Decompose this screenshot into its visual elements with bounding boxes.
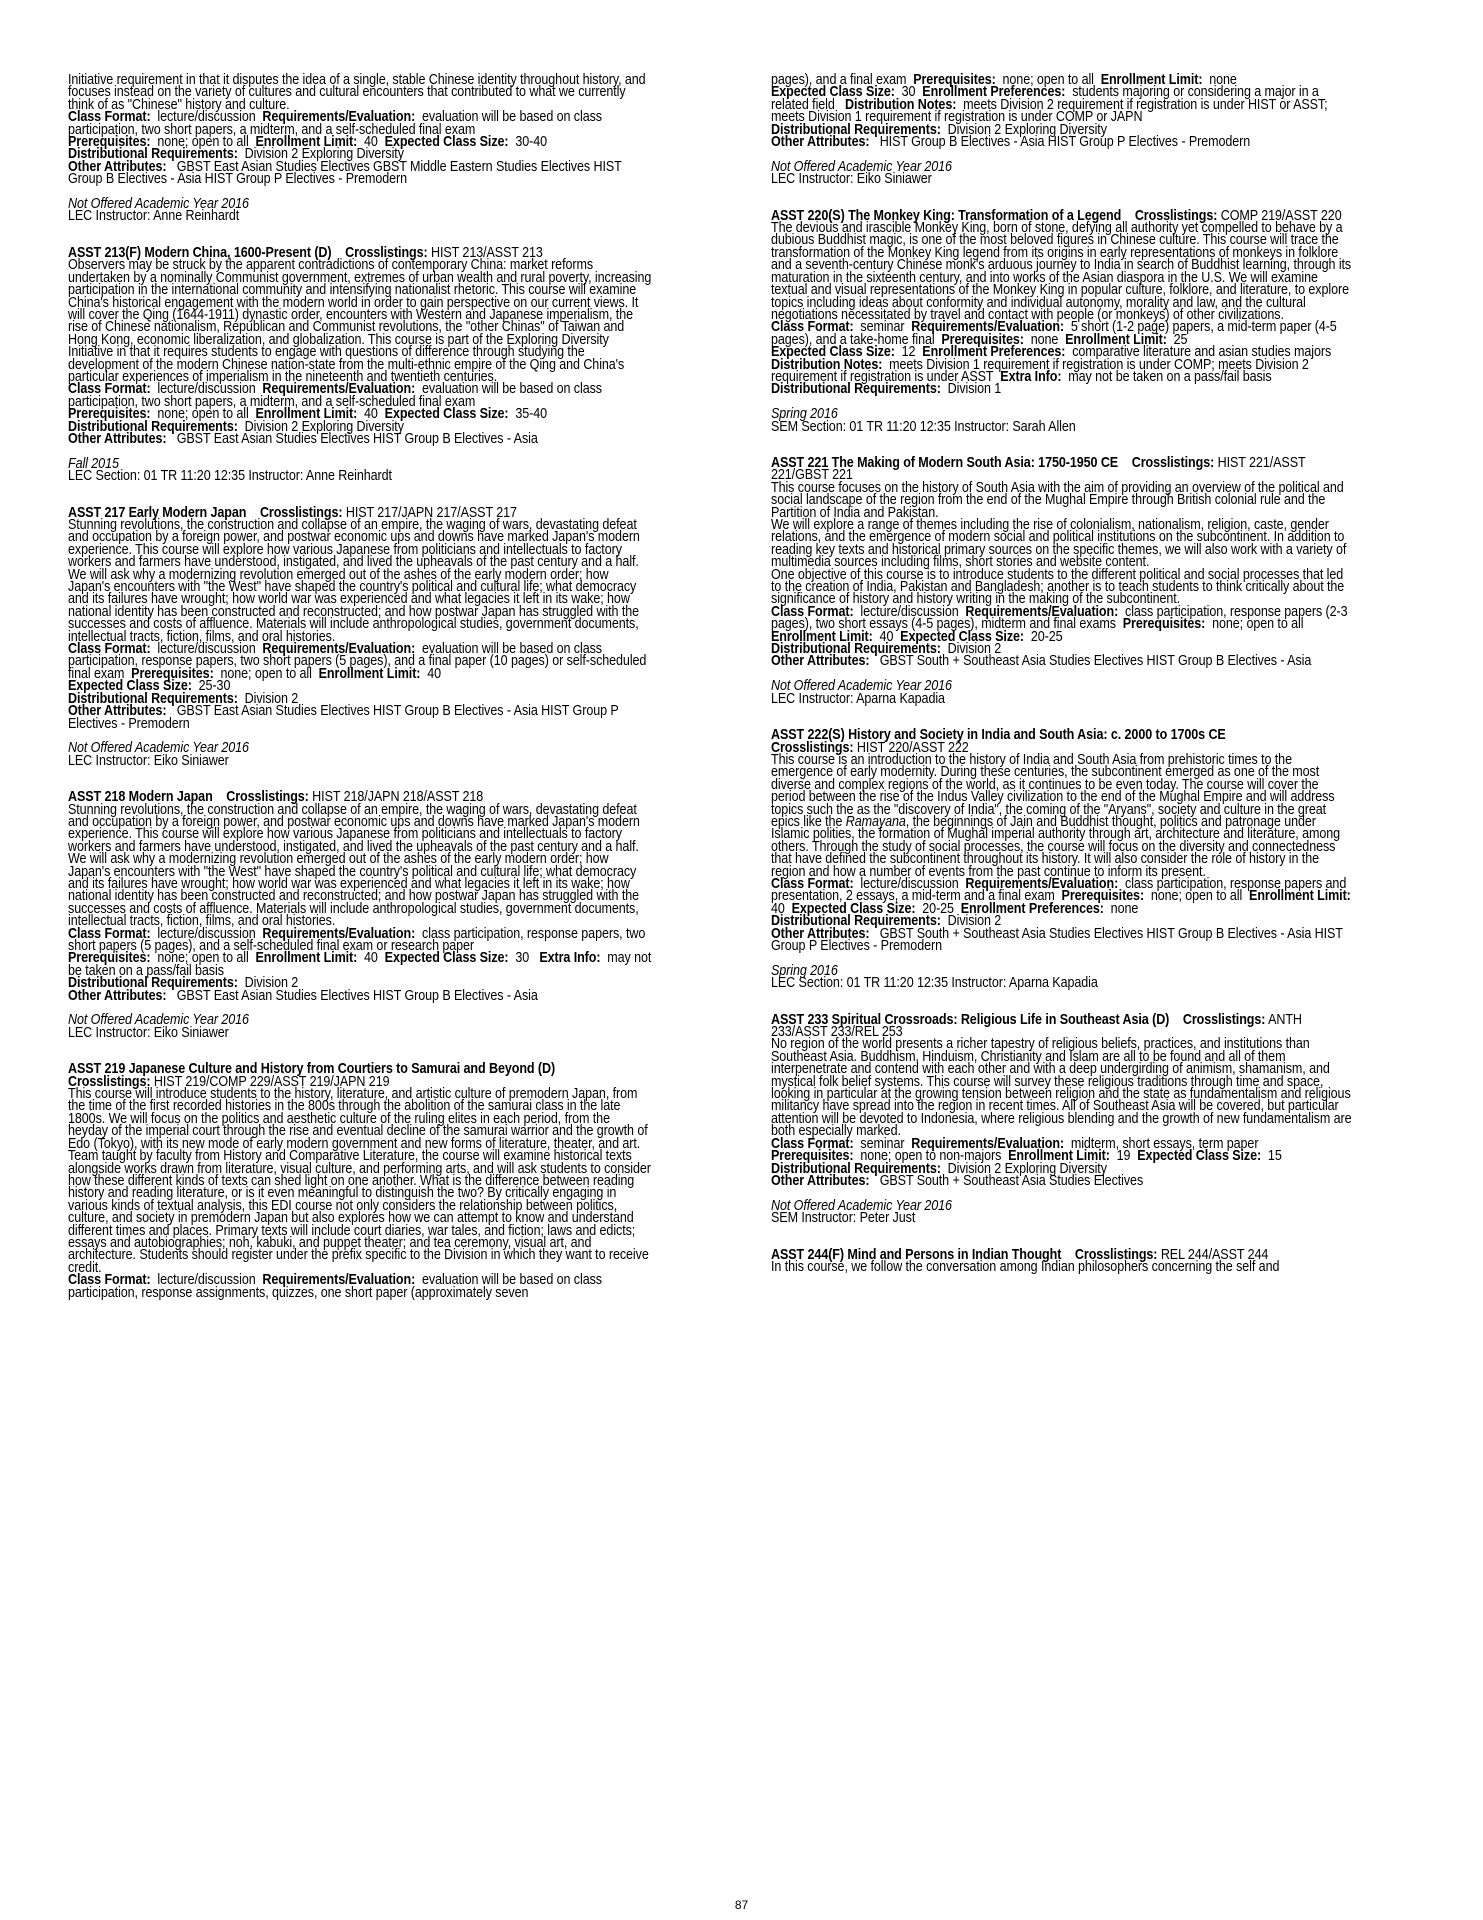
course-header: ASST 222(S) History and Society in India and South Asia: c. 2000 to 1700s CE Crosslistings: HIST 220/ASST 222 — [771, 727, 1226, 756]
right-column — [771, 74, 1356, 1297]
course-asst244 — [771, 1246, 1356, 1275]
course-description: Initiative requirement in that it disputes the idea of a single, stable Chinese identity throughout history, and focuses instead on the variety of cultures and cultural encounters that contributed to what we currently think of as "Chinese" history and culture. — [68, 72, 646, 113]
course-description: This course is an introduction to the history of India and South Asia from prehistoric times to the emergence of early modernity. During these centuries, the subcontinent emerged as one of the most diverse and complex regions of the world, as it continues to be even today. The course will cover the period between the rise of the Indus Valley civilization to the end of the Mughal Empire and will address topics such the as the "discovery of India", the coming of the "Aryans", society and culture in the great epics like the Ramayana, the beginnings of Jain and Buddhist thought, politics and patronage under Islamic polities, the formation of Mughal imperial authority through art, architecture and literature, among others. Through the study of social processes, the course will focus on the diversity and connectedness that have defined the subcontinent throughout its history. It will also consider the role of history in the region and how a number of events from the past continue to inform its present. — [771, 751, 1341, 880]
course-details: Class Format: lecture/discussion Requirements/Evaluation: class participation, response papers and presentation, 2 essays, a mid-term and a final exam Prerequisites: none; open to all Enrollment Limit: 40 Expected Class Size: 20-25 Enrollment Preferences: none Distributional Requirements: Division 2 Other Attributes: GBST South + Southeast Asia Studies Electives HIST Group B Electives - Asia HIST Group P Electives - Premodern — [771, 875, 1351, 954]
crosslistings: HIST 218/JAPN 218/ASST 218 — [312, 789, 484, 806]
course-title: ASST 222(S) History and Society in India and South Asia: c. 2000 to 1700s CE — [771, 727, 1226, 744]
course-asst219 — [68, 1063, 653, 1299]
course-title: ASST 217 Early Modern Japan — [68, 504, 247, 521]
course-header: ASST 221 The Making of Modern South Asia: 1750-1950 CE Crosslistings: HIST 221/ASST 221/GBST 221 — [771, 454, 1306, 484]
course-description: No region of the world presents a richer tapestry of religious beliefs, practices, and institutions than Southeast Asia. Buddhism, Hinduism, Christianity and Islam are all to be found and all of them interpenetrate and contend with each other and with a deep undergirding of animism, shamanism, and mystical folk belief systems. This course will survey these religious traditions through time and space, looking in particular at the growing tension between religion and the state as fundamentalism and religious militancy have spread into the region in recent times. All of Southeast Asia will be covered, but particular attention will be devoted to Indonesia, where religious blending and the growth of new fundamentalism are both especially marked. — [771, 1036, 1352, 1140]
course-title: ASST 219 Japanese Culture and History from Courtiers to Samurai and Beyond (D) — [68, 1061, 556, 1078]
course-asst218 — [68, 791, 653, 1039]
course-description: This course will introduce students to the history, literature, and artistic culture of premodern Japan, from the time of the first recorded histories in the 800s through the abolition of the samurai class in the late 1800s. We will focus on the politics and aesthetic culture of the ruling elites in each period, from the heyday of the imperial court through the rise and eventual decline of the samurai warrior and the growth of Edo (Tokyo), with its new mode of early modern government and new forms of literature, theater, and art. Team taught by faculty from History and Comparative Literature, the course will examine historical texts alongside works drawn from literature, visual culture, and performing arts, and will ask students to consider how these different kinds of texts can shed light on one another. What is the difference between reading history and reading literature, or is it even meaningful to distinguish the two? By critically engaging in various kinds of textual analysis, this EDI course not only considers the relationship between politics, culture, and society in premodern Japan but also explores how we can attempt to know and understand different times and places. Primary texts will include court diaries, war tales, and fiction; laws and edicts; essays and autobiographies; noh, kabuki, and puppet theater; and tea ceremony, visual art, and architecture. Students should register under the prefix specific to the Division in which they want to receive credit. — [68, 1086, 651, 1276]
section-info: LEC Section: 01 TR 11:20 12:35 Instructor: Aparna Kapadia — [771, 975, 1098, 992]
offering-status: Not Offered Academic Year 2016 — [771, 1197, 952, 1214]
course-details: pages), and a final exam Prerequisites: none; open to all Enrollment Limit: none Expected Class Size: 30 Enrollment Preferences: students majoring or considering a major in a related field Distribution Notes: meets Division 2 requirement if registration is under HIST or ASST; meets Division 1 requirement if registration is under COMP or JAPN Distributional Requirements: Division 2 Exploring Diversity Other Attributes: HIST Group B Electives - Asia HIST Group P Electives - Premodern — [771, 72, 1328, 151]
course-title: ASST 221 The Making of Modern South Asia: 1750-1950 CE — [771, 454, 1119, 471]
course-asst219-continued — [771, 74, 1356, 186]
course-details: Class Format: seminar Requirements/Evaluation: 5 short (1-2 page) papers, a mid-term paper (4-5 pages), and a take-home final Prerequisites: none Enrollment Limit: 25 Expected Class Size: 12 Enrollment Preferences: comparative literature and asian studies majors Distribution Notes: meets Division 1 requirement if registration is under COMP; meets Division 2 requirement if registration is under ASST Extra Info: may not be taken on a pass/fail basis Distributional Requirements: Division 1 — [771, 319, 1337, 398]
crosslistings: HIST 213/ASST 213 — [431, 244, 543, 261]
course-description: Observers may be struck by the apparent contradictions of contemporary China: market reforms undertaken by a nominally Communist government, extremes of urban wealth and rural poverty, increasing participation in the international community and intensifying nationalist rhetoric. This course will examine China's historical engagement with the modern world in order to gain perspective on our current views. It will cover the Qing (1644-1911) dynastic order, encounters with Western and Japanese imperialism, the rise of Chinese nationalism, Republican and Communist revolutions, the "other Chinas" of Taiwan and Hong Kong, economic liberalization, and globalization. This course is part of the Exploring Diversity Initiative in that it requires students to engage with questions of difference through studying the development of the modern Chinese nation-state from the multi-ethnic empire of the Qing and China's particular experiences of imperialism in the nineteenth and twentieth centuries. — [68, 257, 652, 385]
course-title: ASST 244(F) Mind and Persons in Indian Thought — [771, 1246, 1062, 1263]
page-number: 87 — [734, 1898, 749, 1912]
course-header: ASST 219 Japanese Culture and History from Courtiers to Samurai and Beyond (D) Crosslistings: HIST 219/COMP 229/ASST 219/JAPN 219 — [68, 1061, 556, 1090]
section-info: LEC Instructor: Eiko Siniawer — [68, 1024, 229, 1041]
course-asst220 — [771, 207, 1356, 435]
course-description: In this course, we follow the conversation among Indian philosophers concerning the self and — [771, 1258, 1280, 1275]
course-details: Class Format: lecture/discussion Requirements/Evaluation: evaluation will be based on class participation, two short papers, a midterm, and a self-scheduled final exam Prerequisites: none; open to all Enrollment Limit: 40 Expected Class Size: 30-40 Distributional Requirements: Division 2 Exploring Diversity Other Attributes: GBST East Asian Studies Electives GBST Middle Eastern Studies Electives HIST Group B Electives - Asia HIST Group P Electives - Premodern — [68, 109, 622, 188]
section-info: LEC Section: 01 TR 11:20 12:35 Instructor: Anne Reinhardt — [68, 468, 392, 485]
crosslistings: ANTH 233/ASST 233/REL 253 — [771, 1011, 1302, 1041]
course-asst233 — [771, 1011, 1356, 1227]
course-description: This course focuses on the history of South Asia with the aim of providing an overview of the political and social landscape of the region from the end of the Mughal Empire through British colonial rule and the Partition of India and Pakistan. We will explore a range of themes including the rise of colonialism, nationalism, religion, caste, gender relations, and the emergence of modern social and political institutions on the subcontinent. In addition to reading key texts and historical primary sources on the specific themes, we will also work with a variety of multimedia sources including films, short stories and website content. One objective of this course is to introduce students to the different political and social processes that led to the creation of India, Pakistan and Bangladesh; another is to teach students to think critically about the significance of history and history writing in the making of the subcontinent. — [771, 479, 1347, 608]
course-asst217 — [68, 504, 653, 769]
offering-status: Not Offered Academic Year 2016 — [68, 1012, 249, 1029]
course-details: Class Format: seminar Requirements/Evaluation: midterm, short essays, term paper Prerequisites: none; open to non-majors Enrollment Limit: 19 Expected Class Size: 15 Distributional Requirements: Division 2 Exploring Diversity Other Attributes: GBST South + Southeast Asia Studies Electives — [771, 1135, 1282, 1189]
section-info: SEM Section: 01 TR 11:20 12:35 Instructor: Sarah Allen — [771, 418, 1076, 435]
offering-status: Fall 2015 — [68, 455, 119, 472]
course-details: Class Format: lecture/discussion Requirements/Evaluation: evaluation will be based on class participation, response papers, two short papers (5 pages), and a final paper (10 pages) or self-scheduled final exam Prerequisites: none; open to all Enrollment Limit: 40 Expected Class Size: 25-30 Distributional Requirements: Division 2 Other Attributes: GBST East Asian Studies Electives HIST Group B Electives - Asia HIST Group P Electives - Premodern — [68, 641, 647, 732]
course-header: ASST 244(F) Mind and Persons in Indian Thought Crosslistings: REL 244/ASST 244 — [771, 1246, 1269, 1263]
crosslistings: HIST 219/COMP 229/ASST 219/JAPN 219 — [153, 1073, 390, 1090]
crosslistings: HIST 220/ASST 222 — [856, 739, 969, 756]
crosslistings: REL 244/ASST 244 — [1160, 1246, 1269, 1263]
course-details: Class Format: lecture/discussion Requirements/Evaluation: evaluation will be based on class participation, two short papers, a midterm, and a self-scheduled final exam Prerequisites: none; open to all Enrollment Limit: 40 Expected Class Size: 35-40 Distributional Requirements: Division 2 Exploring Diversity Other Attributes: GBST East Asian Studies Electives HIST Group B Electives - Asia — [68, 381, 602, 447]
course-description: Stunning revolutions, the construction and collapse of an empire, the waging of wars, devastating defeat and occupation by a foreign power, and postwar economic ups and downs have marked Japan's modern experience. This course will explore how various Japanese from politicians and intellectuals to factory workers and farmers have understood, instigated, and lived the upheavals of the past century and a half. We will ask why a modernizing revolution emerged out of the ashes of the early modern order; how Japan's encounters with "the West" have shaped the country's political and cultural life; what democracy and its failures have wrought; how world war was experienced and what legacies it left in its wake; how national identity has been constructed and reconstructed; and how postwar Japan has struggled with the successes and costs of affluence. Materials will include anthropological studies, government documents, intellectual tracts, fiction, films, and oral histories. — [68, 801, 640, 930]
course-title: ASST 213(F) Modern China, 1600-Present (D) — [68, 244, 332, 261]
offering-status: Not Offered Academic Year 2016 — [68, 196, 249, 213]
section-info: SEM Instructor: Peter Just — [771, 1210, 916, 1227]
section-info: LEC Instructor: Aparna Kapadia — [771, 690, 945, 707]
offering-status: Spring 2016 — [771, 962, 838, 979]
course-title: ASST 233 Spiritual Crossroads: Religious Life in Southeast Asia (D) — [771, 1011, 1170, 1028]
section-info: LEC Instructor: Eiko Siniawer — [771, 171, 932, 188]
left-column — [68, 74, 653, 1323]
course-header: ASST 220(S) The Monkey King: Transformation of a Legend Crosslistings: COMP 219/ASST 220 — [771, 207, 1342, 224]
course-header: ASST 218 Modern Japan Crosslistings: HIST 218/JAPN 218/ASST 218 — [68, 789, 484, 806]
course-asst221 — [771, 454, 1356, 707]
course-continuation — [68, 74, 653, 223]
course-details: Class Format: lecture/discussion Requirements/Evaluation: evaluation will be based on class participation, response assignments, quizzes, one short paper (approximately seven — [68, 1272, 602, 1301]
course-header: ASST 217 Early Modern Japan Crosslistings: HIST 217/JAPN 217/ASST 217 — [68, 504, 517, 521]
course-header: ASST 233 Spiritual Crossroads: Religious Life in Southeast Asia (D) Crosslistings: ANTH 233/ASST 233/REL 253 — [771, 1011, 1302, 1041]
course-details: Class Format: lecture/discussion Requirements/Evaluation: class participation, response papers (2-3 pages), two short essays (4-5 pages), midterm and final exams Prerequisites: none; open to all Enrollment Limit: 40 Expected Class Size: 20-25 Distributional Requirements: Division 2 Other Attributes: GBST South + Southeast Asia Studies Electives HIST Group B Electives - Asia — [771, 603, 1348, 670]
crosslistings: COMP 219/ASST 220 — [1220, 207, 1342, 224]
course-description: Stunning revolutions, the construction and collapse of an empire, the waging of wars, devastating defeat and occupation by a foreign power, and postwar economic ups and downs have marked Japan's modern experience. This course will explore how various Japanese from politicians and intellectuals to factory workers and farmers have understood, instigated, and lived the upheavals of the past century and a half. We will ask why a modernizing revolution emerged out of the ashes of the early modern order; how Japan's encounters with "the West" have shaped the country's political and cultural life; what democracy and its failures have wrought; how world war was experienced and what legacies it left in its wake; how national identity has been constructed and reconstructed; and how postwar Japan has struggled with the successes and costs of affluence. Materials will include anthropological studies, government documents, intellectual tracts, fiction, films, and oral histories. — [68, 517, 640, 645]
offering-status: Not Offered Academic Year 2016 — [771, 158, 952, 175]
course-title: ASST 220(S) The Monkey King: Transformation of a Legend — [771, 207, 1122, 224]
course-description: The devious and irascible Monkey King, born of stone, defying all authority yet compelled to behave by a dubious Buddhist magic, is one of the most beloved figures in Chinese culture. This course will trace the transformation of the Monkey King legend from its origins in early representations of monkeys in folklore and a seventh-century Chinese monk's arduous journey to India in search of Buddhist learning, through its maturation in the sixteenth century, and into works of the Asian diaspora in the U.S. We will examine textual and visual representations of the Monkey King in popular culture, folklore, and literature, to explore topics including ideas about conformity and individual autonomy, morality and law, and the cultural negotiations necessitated by travel and contact with people (or monkeys) of other civilizations. — [771, 220, 1352, 323]
offering-status: Spring 2016 — [771, 406, 838, 423]
course-details: Class Format: lecture/discussion Requirements/Evaluation: class participation, response papers, two short papers (5 pages), and a self-scheduled final exam or research paper Prerequisites: none; open to all Enrollment Limit: 40 Expected Class Size: 30 Extra Info: may not be taken on a pass/fail basis Distributional Requirements: Division 2 Other Attributes: GBST East Asian Studies Electives HIST Group B Electives - Asia — [68, 925, 652, 1004]
course-header: ASST 213(F) Modern China, 1600-Present (D) Crosslistings: HIST 213/ASST 213 — [68, 244, 543, 261]
section-info: LEC Instructor: Eiko Siniawer — [68, 752, 229, 769]
section-info: LEC Instructor: Anne Reinhardt — [68, 208, 240, 225]
crosslistings: HIST 221/ASST 221/GBST 221 — [771, 454, 1306, 484]
crosslistings: HIST 217/JAPN 217/ASST 217 — [345, 504, 517, 521]
offering-status: Not Offered Academic Year 2016 — [68, 740, 249, 757]
offering-status: Not Offered Academic Year 2016 — [771, 678, 952, 695]
course-asst222 — [771, 729, 1356, 990]
course-asst213 — [68, 244, 653, 485]
course-title: ASST 218 Modern Japan — [68, 789, 213, 806]
